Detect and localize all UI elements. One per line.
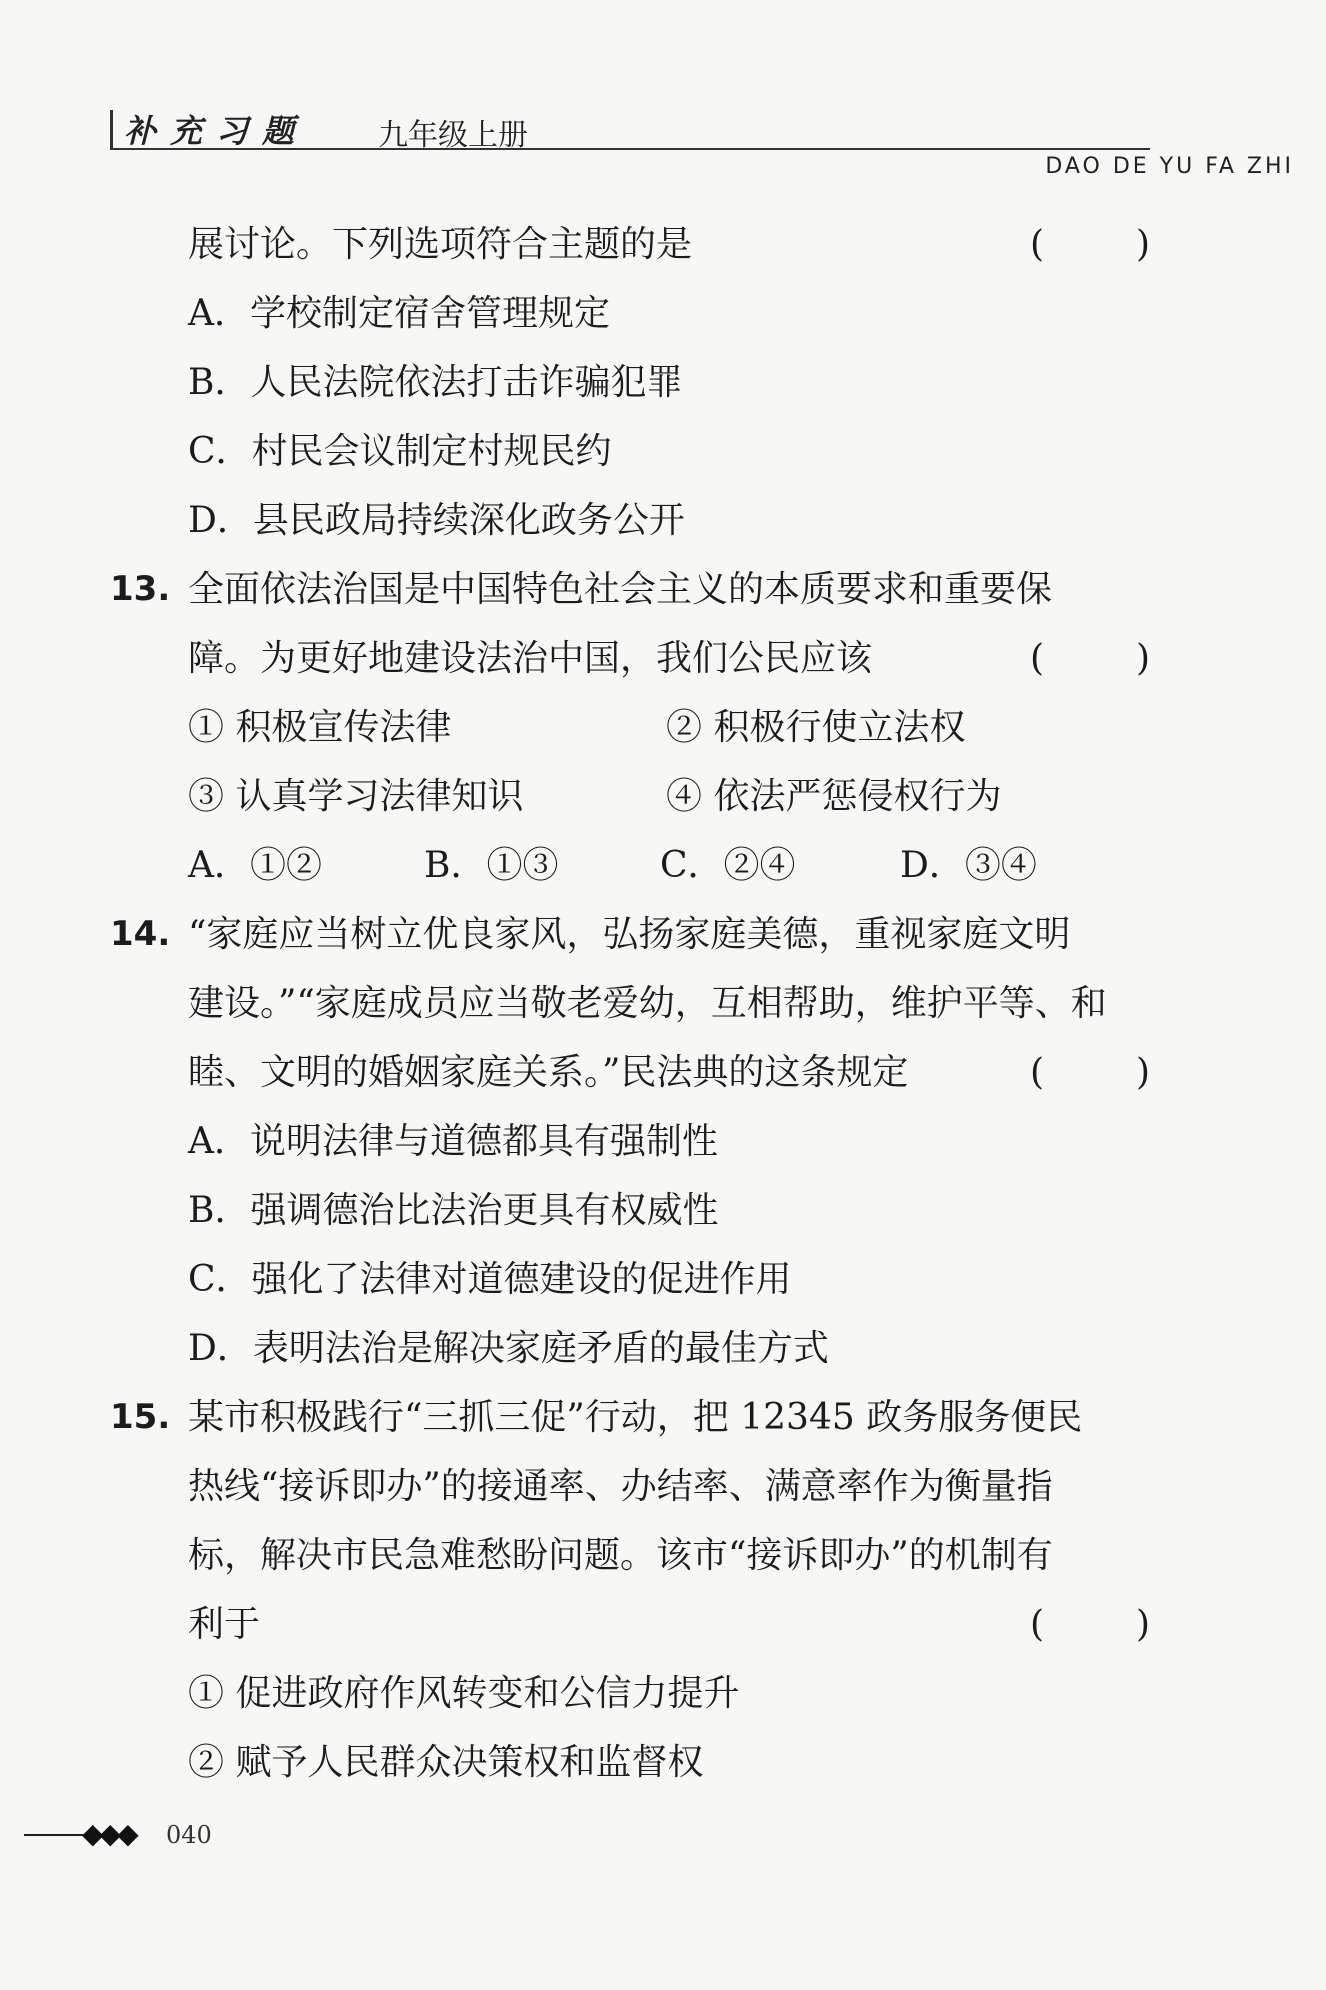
q15-number: 15. — [110, 1397, 171, 1437]
q15-item-2: ② 赋予人民群众决策权和监督权 — [188, 1742, 704, 1783]
paren-close: ) — [1135, 224, 1150, 265]
q15-stem-text4: 利于 — [188, 1604, 261, 1645]
q15-item-1: ① 促进政府作风转变和公信力提升 — [188, 1673, 740, 1714]
q15-stem-line4 — [110, 1590, 1150, 1659]
q14-stem-line3 — [110, 1038, 1150, 1107]
q15-stem-line1 — [110, 1383, 1150, 1452]
page-header — [110, 102, 1150, 153]
q14-option-b: B．强调德治比法治更具有权威性 — [188, 1190, 719, 1231]
q13-items-row1 — [110, 693, 1150, 762]
paren-open: ( — [1030, 638, 1045, 679]
q12-option-a: A．学校制定宿舍管理规定 — [188, 293, 610, 334]
page-number: 040 — [166, 1821, 212, 1849]
subject-pinyin: DAO DE YU FA ZHI — [1045, 154, 1294, 179]
answer-parentheses — [1030, 210, 1150, 279]
q13-answer-d: D．③④ — [900, 845, 1037, 886]
diamond-ornament-icon: ◆◆◆ — [82, 1817, 135, 1850]
q13-answer-a: A．①② — [188, 845, 322, 886]
paren-open: ( — [1030, 224, 1045, 265]
q14-stem-line1 — [110, 900, 1150, 969]
q13-answer-c: C．②④ — [660, 845, 796, 886]
series-title: 补充习题 — [124, 112, 309, 150]
q14-option-d: D．表明法治是解决家庭矛盾的最佳方式 — [188, 1328, 829, 1369]
q13-answer-b: B．①③ — [424, 845, 559, 886]
q12-stem-text: 展讨论。下列选项符合主题的是 — [188, 224, 693, 265]
q13-stem-text2: 障。为更好地建设法治中国，我们公民应该 — [188, 638, 873, 679]
q13-stem-line1 — [110, 555, 1150, 624]
paren-close: ) — [1135, 638, 1150, 679]
grade-label: 九年级上册 — [378, 118, 528, 153]
q13-item-4: ④ 依法严惩侵权行为 — [666, 776, 1002, 817]
q14-number: 14. — [110, 914, 171, 954]
q13-stem-line2 — [110, 624, 1150, 693]
page-footer — [24, 1815, 324, 1855]
q12-option-d: D．县民政局持续深化政务公开 — [188, 500, 685, 541]
q13-item-2: ② 积极行使立法权 — [666, 707, 966, 748]
answer-parentheses — [1030, 624, 1150, 693]
q13-items-row2 — [110, 762, 1150, 831]
q13-answers — [110, 831, 1150, 900]
paren-close: ) — [1135, 1604, 1150, 1645]
paren-close: ) — [1135, 1052, 1150, 1093]
q13-number: 13. — [110, 569, 171, 609]
q15-stem-line2: 热线“接诉即办”的接通率、办结率、满意率作为衡量指 — [188, 1466, 1053, 1507]
answer-parentheses — [1030, 1590, 1150, 1659]
q12-option-b: B．人民法院依法打击诈骗犯罪 — [188, 362, 683, 403]
q13-item-3: ③ 认真学习法律知识 — [188, 776, 524, 817]
q13-item-1: ① 积极宣传法律 — [188, 707, 452, 748]
footer-rule — [24, 1834, 84, 1836]
q12-stem — [110, 210, 1150, 279]
q14-stem-text3: 睦、文明的婚姻家庭关系。”民法典的这条规定 — [188, 1052, 909, 1093]
answer-parentheses — [1030, 1038, 1150, 1107]
q14-stem-line2: 建设。”“家庭成员应当敬老爱幼，互相帮助，维护平等、和 — [188, 983, 1107, 1024]
header-bar — [110, 110, 113, 148]
q15-stem-text1: 某市积极践行“三抓三促”行动，把 12345 政务服务便民 — [188, 1397, 1083, 1438]
q14-option-a: A．说明法律与道德都具有强制性 — [188, 1121, 718, 1162]
q15-stem-line3: 标，解决市民急难愁盼问题。该市“接诉即办”的机制有 — [188, 1535, 1053, 1576]
q14-stem-text1: “家庭应当树立优良家风，弘扬家庭美德，重视家庭文明 — [188, 914, 1071, 955]
q13-stem-text1: 全面依法治国是中国特色社会主义的本质要求和重要保 — [188, 569, 1053, 610]
q12-option-c: C．村民会议制定村规民约 — [188, 431, 612, 472]
q14-option-c: C．强化了法律对道德建设的促进作用 — [188, 1259, 792, 1300]
paren-open: ( — [1030, 1604, 1045, 1645]
paren-open: ( — [1030, 1052, 1045, 1093]
question-list — [110, 210, 1150, 1797]
